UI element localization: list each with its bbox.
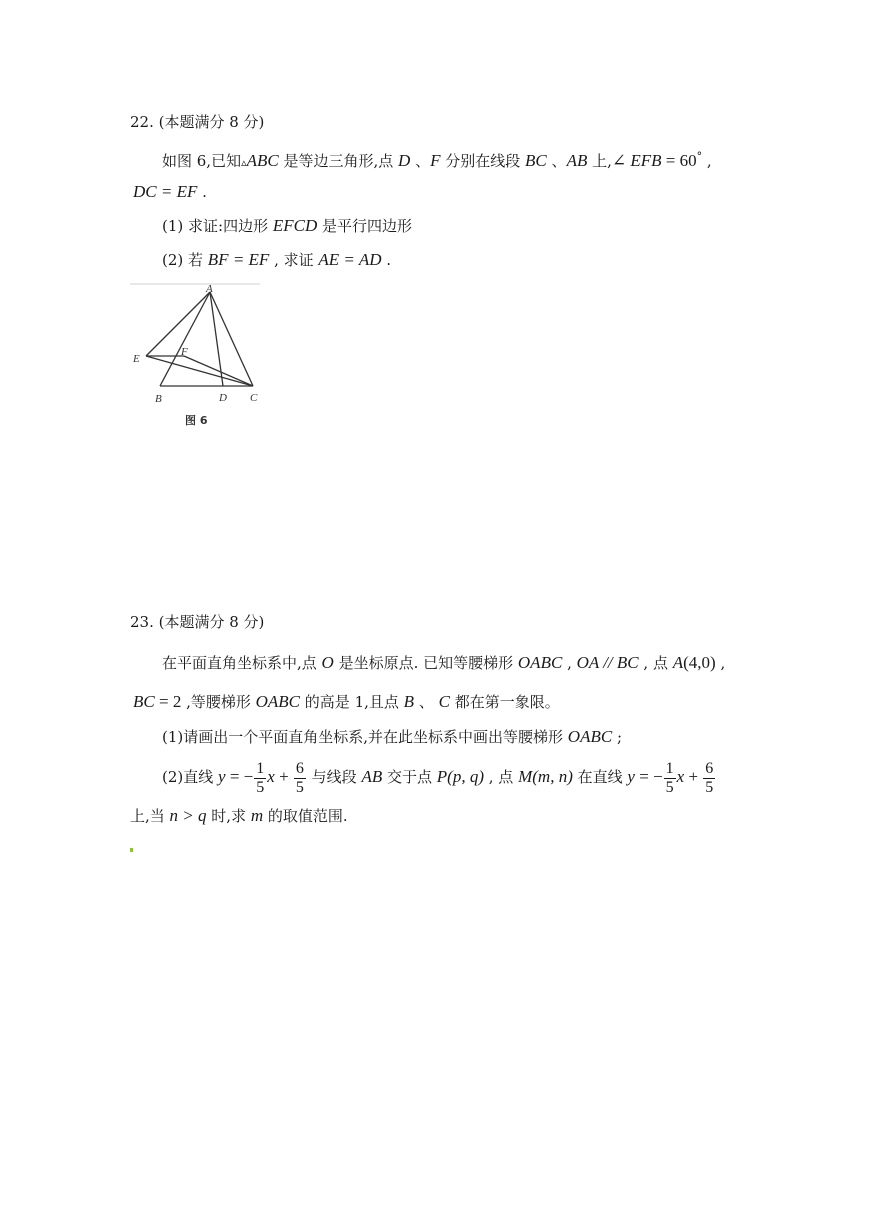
math-ab: AB <box>566 151 588 170</box>
math-x: x <box>267 767 275 786</box>
math-angle: ∠ EFB <box>611 151 662 170</box>
math-bc: BC <box>133 692 155 711</box>
math-oabc: OABC <box>517 653 563 672</box>
q23-text: 上,当 <box>130 807 170 825</box>
label-b: B <box>155 393 162 405</box>
math-point-a: (4,0) <box>683 653 716 672</box>
q23-line2 <box>133 692 560 712</box>
q23-text: , <box>715 654 726 672</box>
q23-last-line <box>130 806 348 826</box>
q22-text: . <box>381 251 392 269</box>
q23-text: 与线段 <box>306 768 362 786</box>
q22-text: 、 <box>410 152 431 170</box>
frac-den: 5 <box>665 778 674 796</box>
q23-text: 交于点 <box>382 768 437 786</box>
math-eq-minus: = − <box>225 767 254 786</box>
q22-text: , <box>702 152 712 170</box>
math-bf-ef: BF = EF <box>207 250 270 269</box>
math-c: C <box>438 692 450 711</box>
math-parallel: OA // BC <box>576 653 639 672</box>
q22-text: 若 <box>183 251 208 269</box>
fraction-1-5 <box>664 760 676 797</box>
q23-text: (1)请画出一个平面直角坐标系,并在此坐标系中画出等腰梯形 <box>162 728 568 746</box>
q23-text: (2)直线 <box>162 768 219 786</box>
frac-num: 1 <box>256 759 265 777</box>
fraction-1-5 <box>254 760 266 797</box>
math-x: x <box>676 767 685 786</box>
q23-text: ,等腰梯形 <box>181 693 256 711</box>
segment-ae <box>146 292 210 356</box>
math-ab: AB <box>361 767 383 786</box>
math-eq-2: = 2 <box>154 692 182 711</box>
math-f: F <box>430 151 441 170</box>
math-y: y <box>627 767 635 786</box>
q23-text: 的高是 1,且点 <box>300 693 404 711</box>
math-m: M <box>518 767 533 786</box>
fraction-6-5 <box>294 760 306 797</box>
label-a: A <box>206 283 213 295</box>
math-d: D <box>398 151 411 170</box>
math-n-gt-q: n > q <box>169 806 207 825</box>
math-eq-minus: = − <box>634 767 663 786</box>
label-f: F <box>181 346 188 358</box>
part-label: (1) <box>162 217 184 235</box>
math-efcd: EFCD <box>272 216 318 235</box>
frac-num: 6 <box>295 759 304 777</box>
math-p: P <box>436 767 448 786</box>
math-ae-ad: AE = AD <box>318 250 382 269</box>
q23-header: 23. (本题满分 8 分) <box>130 613 265 631</box>
q23-text: , <box>562 654 577 672</box>
q23-text: 在直线 <box>572 768 628 786</box>
q23-text: , 点 <box>638 654 673 672</box>
q22-text: 分别在线段 <box>440 152 526 170</box>
q22-line1 <box>162 147 712 173</box>
q22-text: , 求证 <box>269 251 319 269</box>
label-d: D <box>219 392 227 404</box>
frac-den: 5 <box>295 778 304 796</box>
math-eq: = 60 <box>661 151 697 170</box>
q22-part2 <box>162 250 391 270</box>
math-o: O <box>321 653 334 672</box>
q22-part1 <box>162 216 412 236</box>
q23-text: 在平面直角坐标系中,点 <box>162 654 322 672</box>
q23-text: 都在第一象限。 <box>449 693 560 711</box>
frac-num: 6 <box>705 759 714 777</box>
math-bc: BC <box>525 151 547 170</box>
math-m: m <box>250 806 264 825</box>
label-c: C <box>250 392 258 404</box>
math-dc-ef: DC = EF <box>133 182 198 201</box>
frac-den: 5 <box>256 778 265 796</box>
green-mark <box>130 848 133 852</box>
frac-den: 5 <box>705 778 714 796</box>
q22-text: 是等边三角形,点 <box>278 152 399 170</box>
figure-caption: 图 6 <box>185 414 208 427</box>
q23-text: 是坐标原点. 已知等腰梯形 <box>333 654 518 672</box>
q22-text: 、 <box>546 152 567 170</box>
q23-text: ; <box>612 728 623 746</box>
part-label: (2) <box>162 251 184 269</box>
math-oabc: OABC <box>567 727 613 746</box>
math-a: A <box>672 653 684 672</box>
math-abc: ABC <box>246 151 279 170</box>
q22-text: 求证:四边形 <box>183 217 273 235</box>
q22-line2 <box>133 182 207 202</box>
math-mn: (m, n) <box>532 767 573 786</box>
q23-line1 <box>162 653 725 673</box>
q22-text: 如图 6,已知 <box>162 152 242 170</box>
math-plus: + <box>684 767 703 786</box>
q22-text: 上, <box>587 152 612 170</box>
q22-header: 22. (本题满分 8 分) <box>130 113 265 131</box>
q23-text: 时,求 <box>206 807 251 825</box>
q23-part1 <box>162 727 622 747</box>
q23-part2 <box>162 757 716 797</box>
math-oabc: OABC <box>255 692 301 711</box>
frac-num: 1 <box>665 759 674 777</box>
math-pq: (p, q) <box>447 767 484 786</box>
fraction-6-5 <box>703 760 715 797</box>
math-b: B <box>403 692 415 711</box>
triangle-symbol: ▵ <box>241 156 247 169</box>
q22-text: . <box>197 183 207 201</box>
math-y: y <box>218 767 226 786</box>
segment-fc <box>184 356 253 386</box>
q22-text: 是平行四边形 <box>317 217 413 235</box>
q23-text: 的取值范围. <box>263 807 348 825</box>
label-e: E <box>133 353 140 365</box>
math-plus: + <box>274 767 293 786</box>
degree-symbol: ° <box>696 150 703 163</box>
figure-6 <box>130 282 265 432</box>
q23-text: , 点 <box>484 768 519 786</box>
q23-text: 、 <box>414 693 439 711</box>
